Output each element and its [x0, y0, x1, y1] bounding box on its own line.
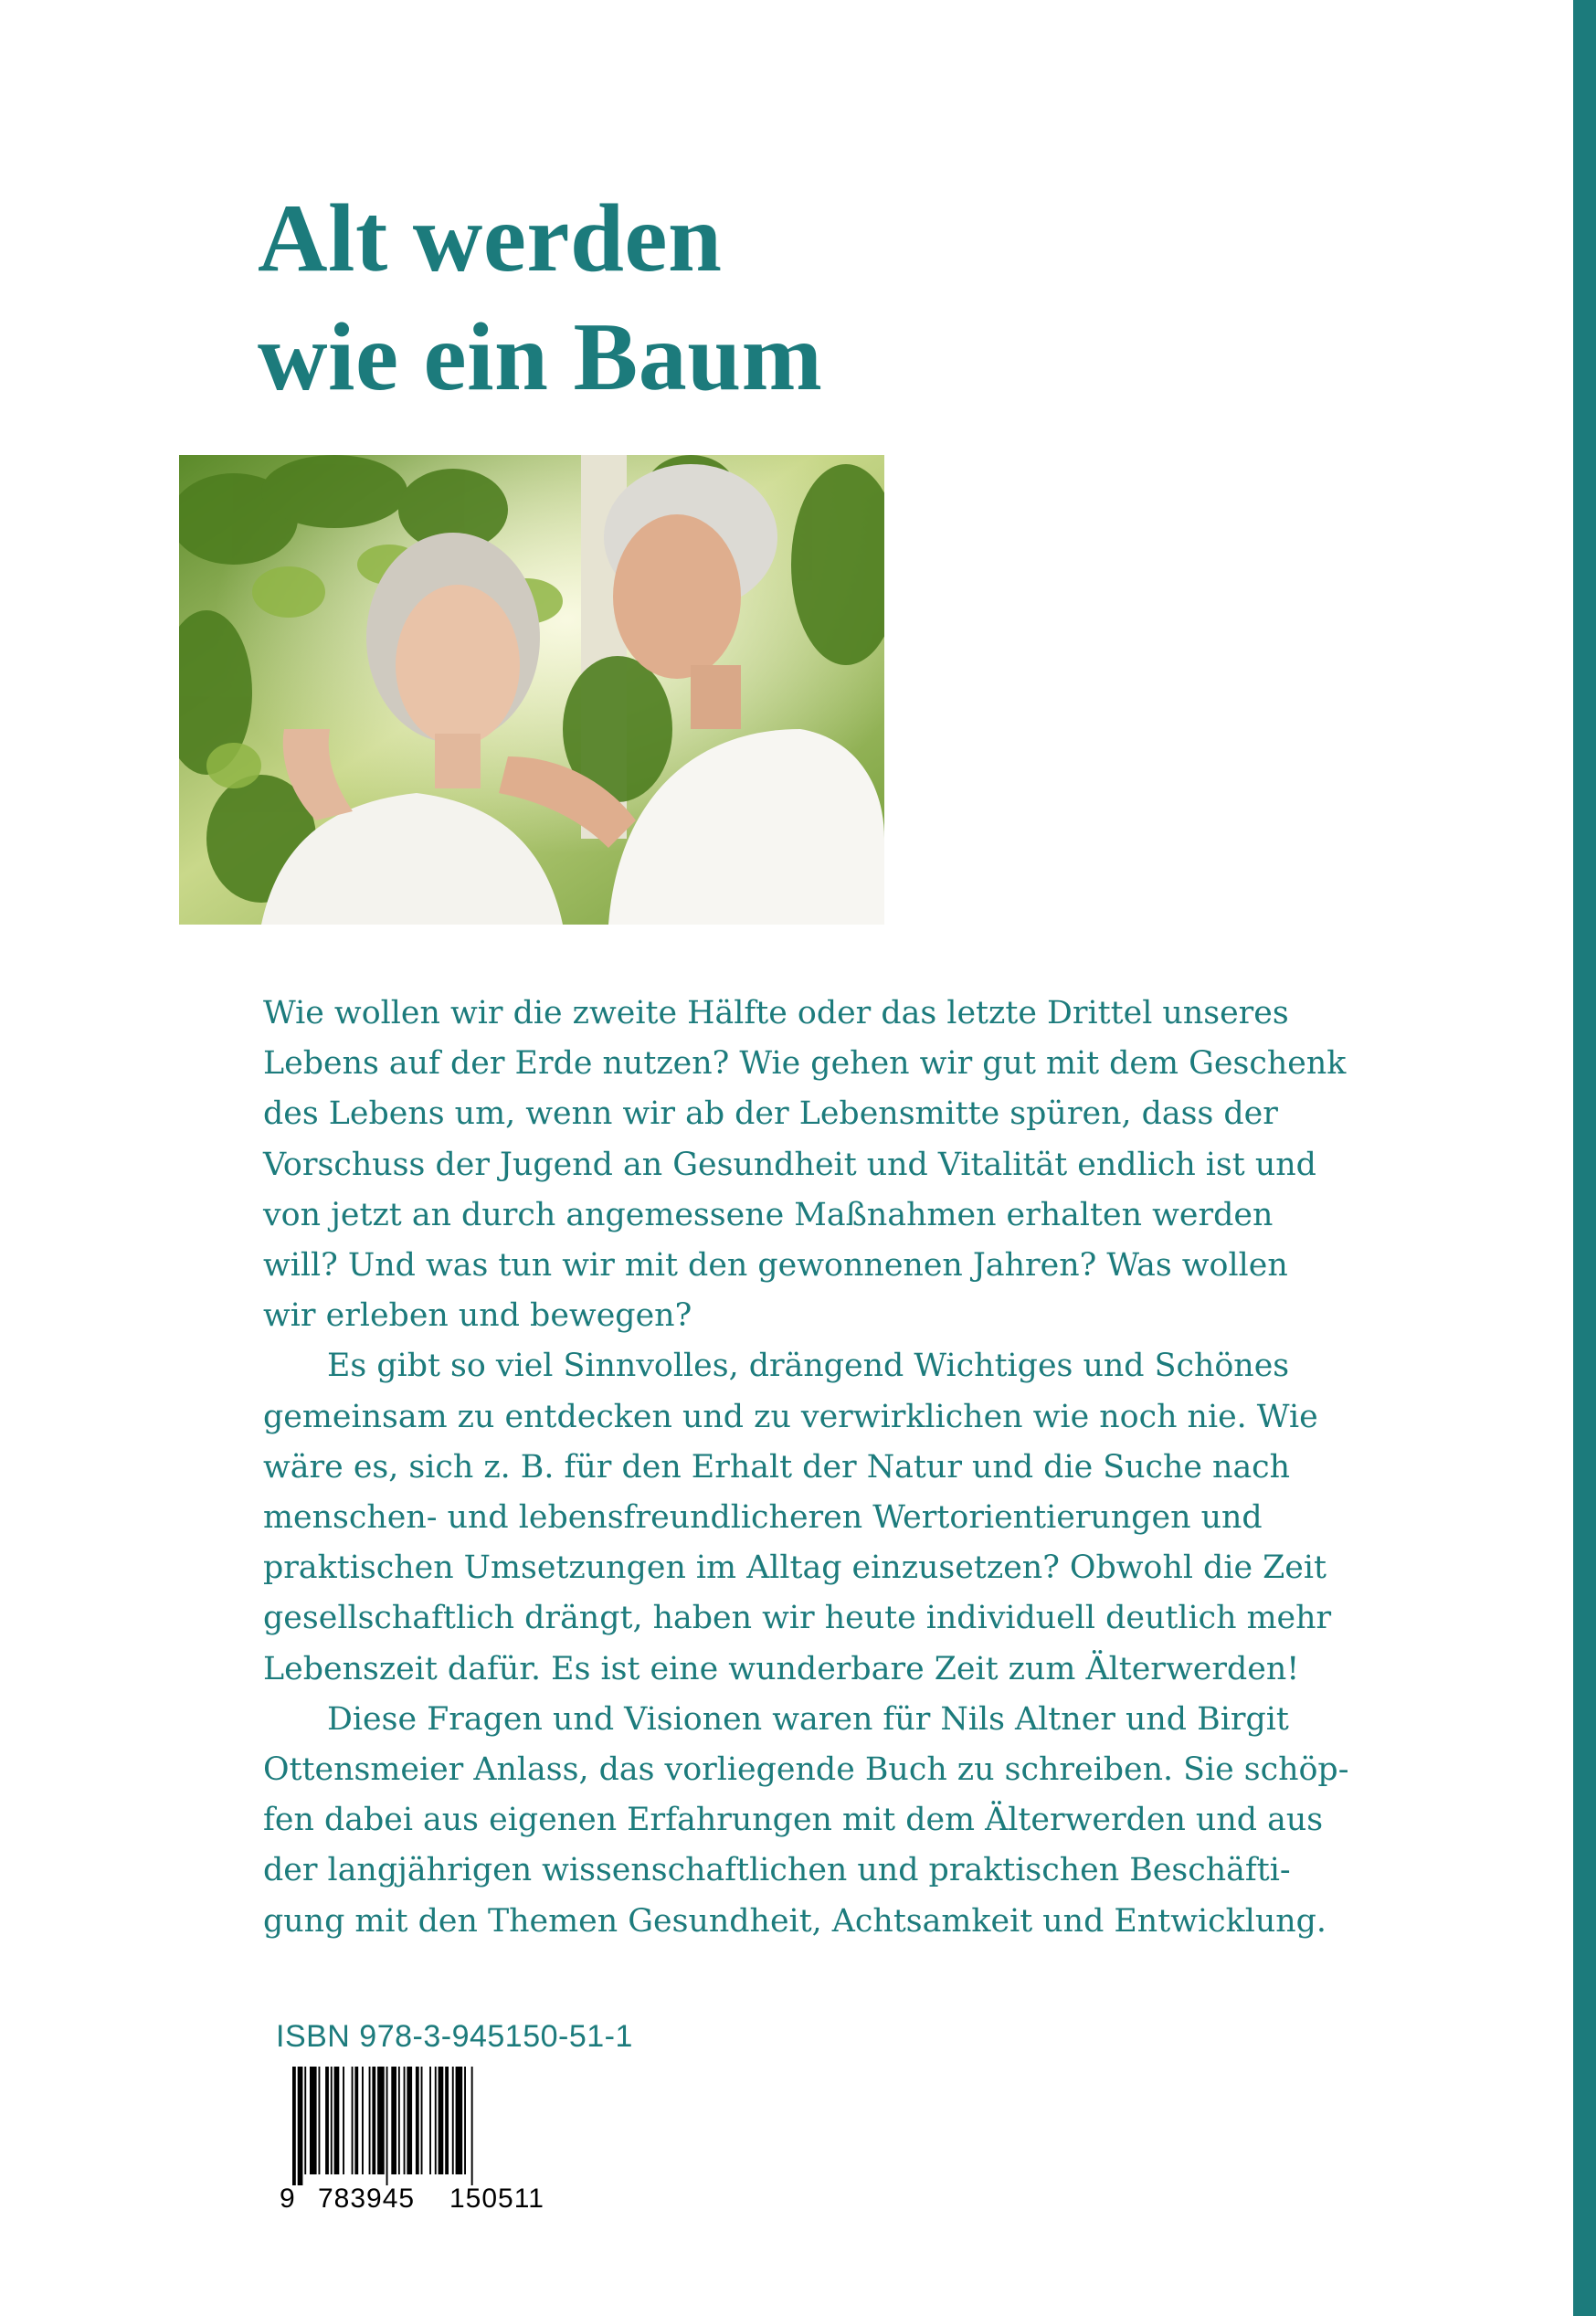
text-line: Vorschuss der Jugend an Gesundheit und Vitalität endlich ist und [263, 1146, 1316, 1183]
text-line: von jetzt an durch angemessene Maßnahmen erhalten werden [263, 1196, 1274, 1233]
barcode-digit-first: 9 [280, 2184, 296, 2214]
barcode-bar [343, 2067, 344, 2174]
barcode-bar [452, 2067, 454, 2174]
barcode-bar [304, 2067, 306, 2174]
text-line: Diese Fragen und Visionen waren für Nils Altner und Birgit [327, 1700, 1289, 1738]
barcode-bar [372, 2067, 375, 2174]
barcode-bar [331, 2067, 333, 2174]
blurb-text [263, 989, 1405, 1947]
spine-color-strip [1573, 0, 1596, 2316]
barcode-bar [421, 2067, 423, 2174]
photo-icon [179, 455, 884, 925]
text-line: will? Und was tun wir mit den gewonnenen Jahren? Was wollen [263, 1247, 1288, 1285]
text-line: gesellschaftlich drängt, haben wir heute individuell deutlich mehr [263, 1600, 1332, 1637]
text-line: gung mit den Themen Gesundheit, Achtsamkeit und Entwicklung. [263, 1902, 1326, 1940]
barcode [280, 2067, 581, 2224]
text-line: Ottensmeier Anlass, das vorliegende Buch zu schreiben. Sie schöp- [263, 1751, 1349, 1789]
barcode-bar [369, 2067, 371, 2174]
title-line-2: wie ein Baum [258, 303, 823, 410]
barcode-bar [319, 2067, 321, 2174]
barcode-bar [352, 2067, 354, 2174]
text-line: der langjährigen wissenschaftlichen und praktischen Beschäfti- [263, 1852, 1291, 1889]
barcode-bar [310, 2067, 317, 2174]
barcode-bar [292, 2067, 296, 2185]
barcode-bar [464, 2067, 466, 2174]
barcode-bar [416, 2067, 419, 2174]
book-title [258, 179, 822, 417]
blurb-paragraph-2 [263, 1341, 1405, 1694]
blurb-paragraph-3 [263, 1695, 1405, 1947]
text-line: wir erleben und bewegen? [263, 1297, 692, 1335]
blurb-paragraph-1 [263, 989, 1405, 1341]
barcode-bar [407, 2067, 412, 2174]
text-line: Es gibt so viel Sinnvolles, drängend Wichtiges und Schönes [327, 1348, 1290, 1385]
barcode-bar [471, 2067, 473, 2185]
barcode-bar [398, 2067, 400, 2174]
barcode-bar [354, 2067, 358, 2174]
barcode-digits-left: 783945 [318, 2184, 416, 2214]
barcode-bar [377, 2067, 385, 2174]
barcode-bar [404, 2067, 406, 2174]
barcode-bar [435, 2067, 437, 2174]
barcode-bar [429, 2067, 431, 2174]
barcode-icon [280, 2067, 581, 2185]
text-line: gemeinsam zu entdecken und zu verwirklichen wie noch nie. Wie [263, 1398, 1318, 1435]
isbn-label: ISBN 978-3-945150-51-1 [276, 2019, 633, 2054]
barcode-bar [456, 2067, 463, 2174]
text-line: Wie wollen wir die zweite Hälfte oder das letzte Drittel unseres [263, 995, 1289, 1031]
barcode-bar [298, 2067, 303, 2185]
barcode-bar [439, 2067, 444, 2174]
text-line: fen dabei aus eigenen Erfahrungen mit dem Älterwerden und aus [263, 1802, 1324, 1839]
cover-photo [179, 455, 884, 925]
barcode-bar [445, 2067, 449, 2174]
barcode-digits-right: 150511 [449, 2184, 544, 2214]
text-line: menschen- und lebensfreundlicheren Wertorientierungen und [263, 1499, 1263, 1537]
text-line: Lebenszeit dafür. Es ist eine wunderbare Zeit zum Älterwerden! [263, 1650, 1300, 1687]
barcode-bar [362, 2067, 364, 2174]
barcode-bar [391, 2067, 396, 2174]
title-line-1: Alt werden [258, 185, 723, 291]
text-line: wäre es, sich z. B. für den Erhalt der Natur und die Suche nach [263, 1448, 1291, 1486]
barcode-bar [325, 2067, 329, 2174]
barcode-bar [334, 2067, 340, 2174]
text-line: des Lebens um, wenn wir ab der Lebensmitte spüren, dass der [263, 1095, 1278, 1133]
text-line: praktischen Umsetzungen im Alltag einzusetzen? Obwohl die Zeit [263, 1549, 1326, 1587]
text-line: Lebens auf der Erde nutzen? Wie gehen wir gut mit dem Geschenk [263, 1045, 1347, 1083]
barcode-bar [386, 2067, 388, 2185]
